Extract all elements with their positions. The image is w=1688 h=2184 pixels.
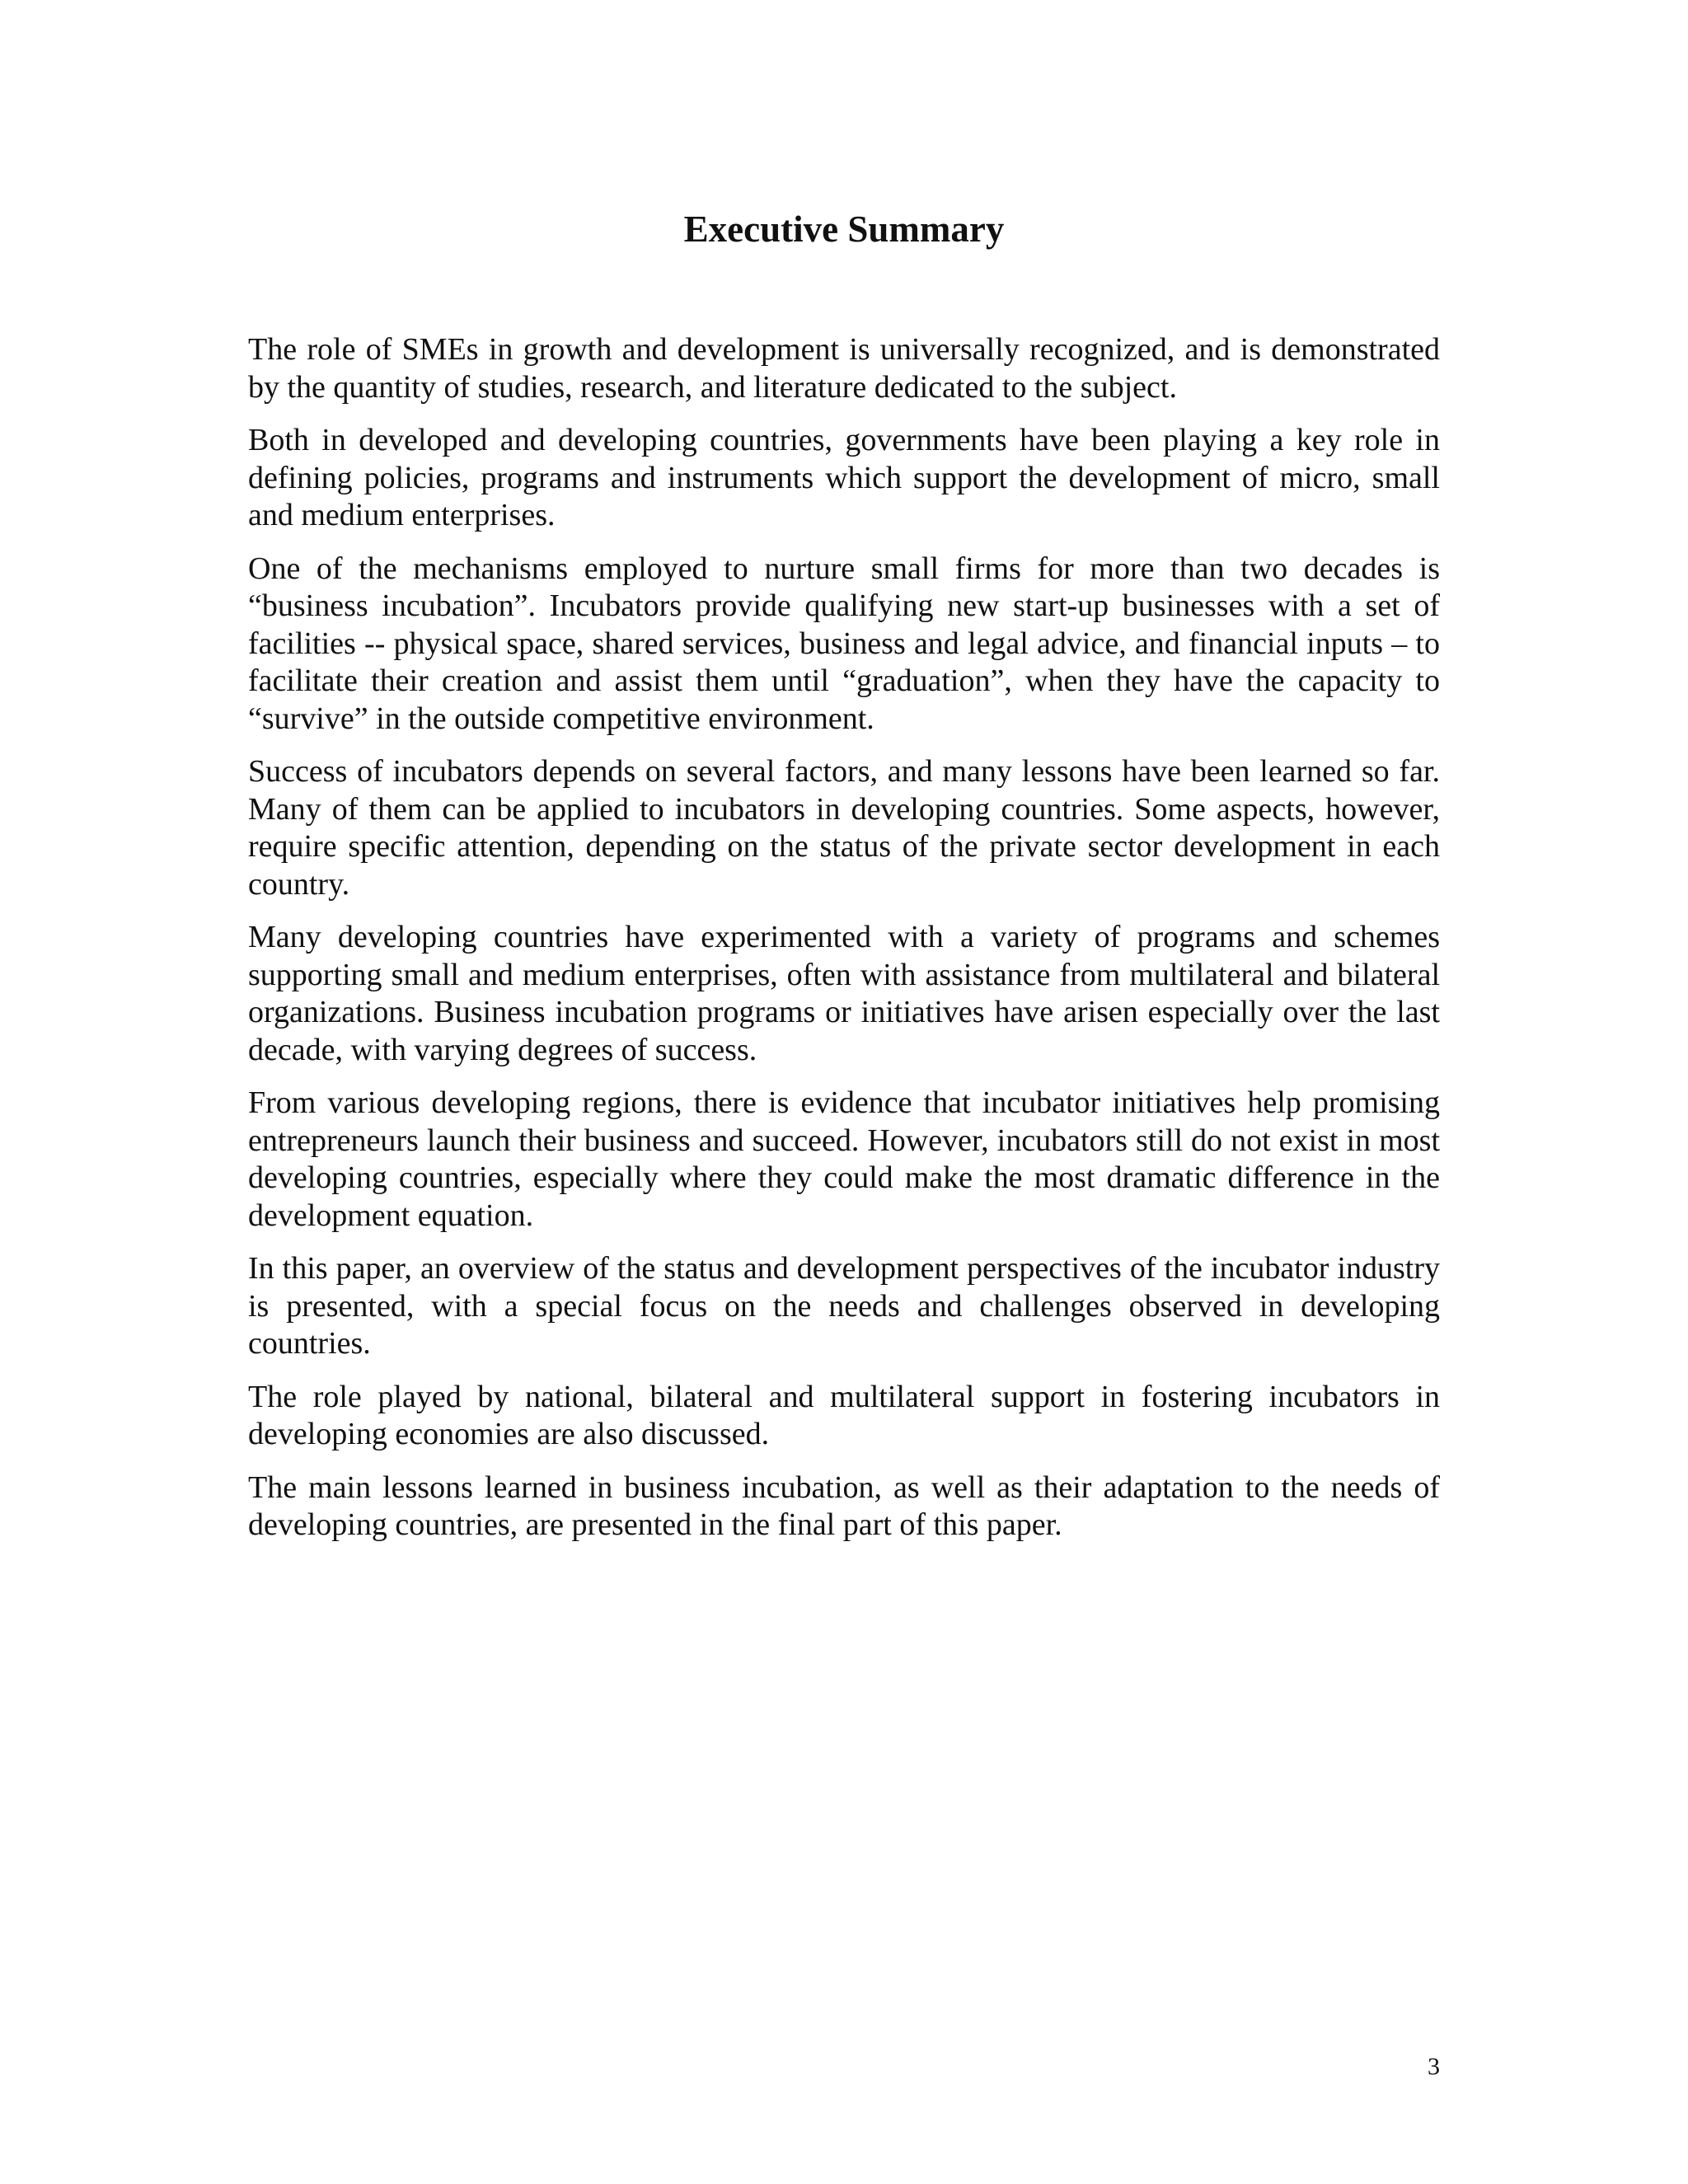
paragraph-2: Both in developed and developing countries, governments have been playing a key role in defining policies, programs and instruments which support the development of micro, small and medium enterprises. <box>248 423 1440 532</box>
paragraph-9: The main lessons learned in business incubation, as well as their adaptation to the needs of developing countries, are presented in the final part of this paper. <box>248 1469 1440 1542</box>
page-title: Executive Summary <box>683 209 1005 250</box>
page-number: 3 <box>1428 2053 1440 2080</box>
paragraph-3: One of the mechanisms employed to nurture small firms for more than two decades is “business incubation”. Incubators provide qualifying new start-up businesses with a set of facilities -- physical space, shared services, business and legal advice, and financial inputs – to facilitate their creation and assist them until “graduation”, when they have the capacity to “survive” in the outside competitive environment. <box>248 551 1440 736</box>
paragraph-8: The role played by national, bilateral and multilateral support in fostering incubators in developing economies are also discussed. <box>248 1379 1440 1451</box>
paragraph-4: Success of incubators depends on several factors, and many lessons have been learned so far. Many of them can be applied to incubators in developing countries. Some aspects, however, require specific attention, depending on the status of the private sector development in each country. <box>248 754 1440 902</box>
paragraph-5: Many developing countries have experimented with a variety of programs and schemes supporting small and medium enterprises, often with assistance from multilateral and bilateral organizations. Business incubation programs or initiatives have arisen especially over the last decade, with varying degrees of success. <box>248 920 1440 1067</box>
body-text <box>248 331 1440 1560</box>
paragraph-6: From various developing regions, there is evidence that incubator initiatives help promising entrepreneurs launch their business and succeed. However, incubators still do not exist in most developing countries, especially where they could make the most dramatic difference in the development equation. <box>248 1085 1440 1233</box>
paragraph-7: In this paper, an overview of the status and development perspectives of the incubator industry is presented, with a special focus on the needs and challenges observed in developing countries. <box>248 1251 1440 1361</box>
paragraph-1: The role of SMEs in growth and development is universally recognized, and is demonstrated by the quantity of studies, research, and literature dedicated to the subject. <box>248 332 1440 405</box>
